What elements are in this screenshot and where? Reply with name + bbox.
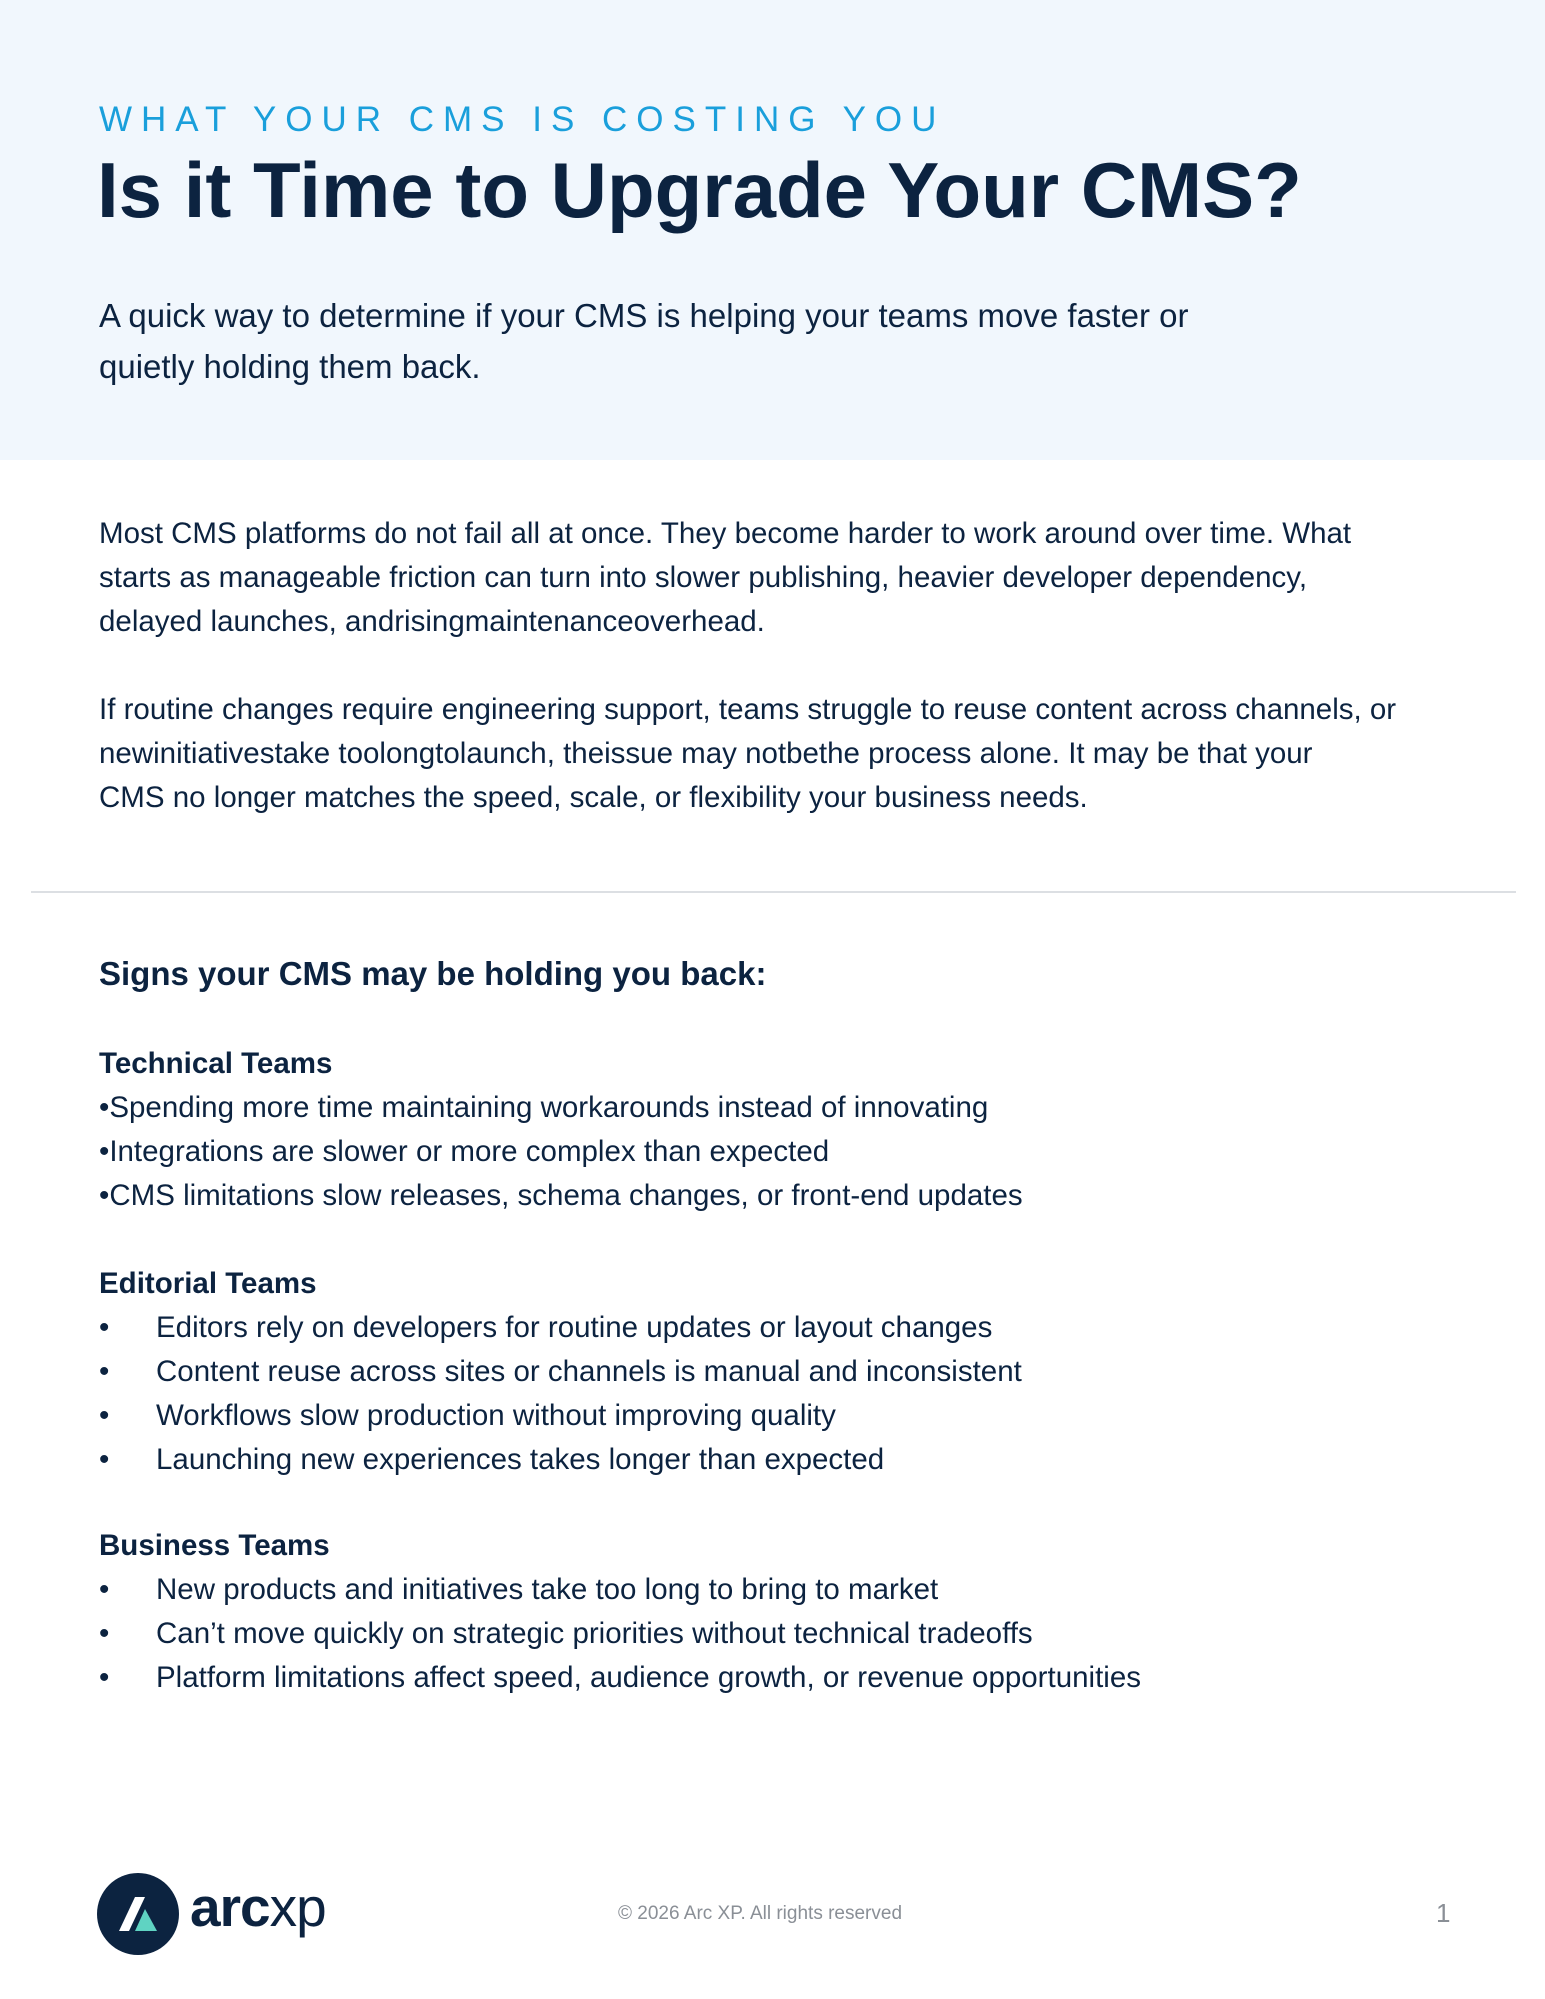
bullet-icon: • <box>99 1617 110 1650</box>
bullet-icon: • <box>99 1135 110 1168</box>
list-item <box>99 1656 1449 1700</box>
intro-paragraph-1 <box>99 512 1499 644</box>
wordmark-xp: xp <box>269 1876 326 1938</box>
page-subtitle <box>99 290 1399 392</box>
list-item-text: CMS limitations slow releases, schema changes, or front-end updates <box>109 1179 1023 1212</box>
intro-line: newinitiativestake toolongtolaunch, theissue may notbethe process alone. It may be that your <box>99 737 1313 770</box>
list-item-text: Workflows slow production without improving quality <box>156 1399 836 1432</box>
bullet-icon: • <box>99 1573 110 1606</box>
list-item <box>99 1130 1449 1174</box>
list-item <box>99 1350 1449 1394</box>
list-item-text: Launching new experiences takes longer than expected <box>156 1443 885 1476</box>
intro-line: If routine changes require engineering support, teams struggle to reuse content across channels, or <box>99 693 1397 726</box>
technical-teams-title: Technical Teams <box>99 1047 333 1080</box>
list-item <box>99 1438 1449 1482</box>
bullet-icon: • <box>99 1091 110 1124</box>
list-item <box>99 1174 1449 1218</box>
intro-line: CMS no longer matches the speed, scale, or flexibility your business needs. <box>99 781 1088 814</box>
subtitle-line: quietly holding them back. <box>99 348 481 385</box>
bullet-icon: • <box>99 1311 110 1344</box>
signs-heading: Signs your CMS may be holding you back: <box>99 955 767 992</box>
business-teams-section <box>99 1524 1449 1700</box>
list-item <box>99 1394 1449 1438</box>
list-item <box>99 1306 1449 1350</box>
list-item-text: Integrations are slower or more complex than expected <box>109 1135 830 1168</box>
page-number: 1 <box>1436 1898 1451 1928</box>
arcxp-wordmark <box>190 1876 326 1938</box>
list-item <box>99 1086 1449 1130</box>
section-divider <box>31 891 1516 893</box>
intro-section <box>99 512 1499 820</box>
bullet-icon: • <box>99 1179 110 1212</box>
business-teams-title: Business Teams <box>99 1529 330 1562</box>
bullet-icon: • <box>99 1443 110 1476</box>
list-item <box>99 1568 1449 1612</box>
bullet-icon: • <box>99 1355 110 1388</box>
intro-line: delayed launches, andrisingmaintenanceoverhead. <box>99 605 765 638</box>
eyebrow-text: WHAT YOUR CMS IS COSTING YOU <box>99 100 946 139</box>
hero-banner <box>0 0 1545 460</box>
copyright-text: © 2026 Arc XP. All rights reserved <box>618 1903 903 1924</box>
editorial-teams-title: Editorial Teams <box>99 1267 317 1300</box>
list-item <box>99 1612 1449 1656</box>
subtitle-line: A quick way to determine if your CMS is helping your teams move faster or <box>99 297 1189 334</box>
list-item-text: Platform limitations affect speed, audience growth, or revenue opportunities <box>156 1661 1141 1694</box>
wordmark-arc: arc <box>190 1876 270 1938</box>
arc-logo-icon <box>97 1873 179 1955</box>
list-item-text: Editors rely on developers for routine updates or layout changes <box>156 1311 993 1344</box>
list-item-text: Can’t move quickly on strategic priorities without technical tradeoffs <box>156 1617 1033 1650</box>
editorial-teams-section <box>99 1262 1449 1482</box>
intro-line: Most CMS platforms do not fail all at once. They become harder to work around over time. What <box>99 517 1352 550</box>
arc-mark-icon <box>97 1873 179 1955</box>
page-title: Is it Time to Upgrade Your CMS? <box>97 146 1302 234</box>
bullet-icon: • <box>99 1399 110 1432</box>
bullet-icon: • <box>99 1661 110 1694</box>
technical-teams-section <box>99 1042 1449 1218</box>
list-item-text: Content reuse across sites or channels is manual and inconsistent <box>156 1355 1022 1388</box>
intro-paragraph-2 <box>99 688 1499 820</box>
list-item-text: New products and initiatives take too long to bring to market <box>156 1573 939 1606</box>
list-item-text: Spending more time maintaining workarounds instead of innovating <box>109 1091 989 1124</box>
intro-line: starts as manageable friction can turn into slower publishing, heavier developer dependency, <box>99 561 1308 594</box>
